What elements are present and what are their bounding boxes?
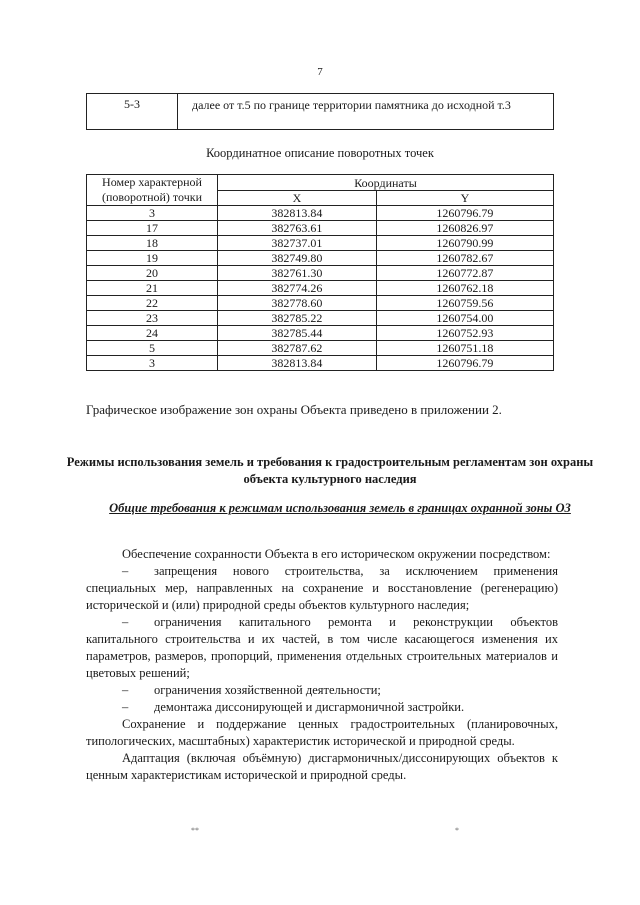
header-y: Y — [376, 191, 553, 206]
coordinates-table — [86, 174, 554, 371]
coord-y: 1260759.56 — [376, 296, 553, 311]
segment-id: 5-3 — [87, 94, 178, 130]
list-item-text: ограничения хозяйственной деятельности; — [154, 683, 381, 697]
point-number: 19 — [87, 251, 218, 266]
section-title: Режимы использования земель и требования к градостроительным регламентам зон охраны объекта культурного наследия — [66, 455, 594, 486]
point-number: 23 — [87, 311, 218, 326]
point-number: 3 — [87, 356, 218, 371]
coord-y: 1260772.87 — [376, 266, 553, 281]
coord-y: 1260796.79 — [376, 206, 553, 221]
dash-marker: – — [122, 683, 129, 697]
table-row — [87, 356, 554, 371]
coord-x: 382737.01 — [218, 236, 377, 251]
list-item-text: запрещения нового строительства, за исключением применения специальных мер, направленных на сохранение и восстановление (регенерацию) исторической и (или) природной среды объектов культурного наследия; — [86, 564, 558, 612]
table-row — [87, 251, 554, 266]
point-number: 5 — [87, 341, 218, 356]
list-item-text: ограничения капитального ремонта и реконструкции объектов капитального строительства и их частей, в том числе касающегося изменения их параметров, размеров, пропорций, применения отдельных строительных материалов и цветовых решений; — [86, 615, 558, 680]
list-item — [86, 563, 558, 614]
body-text — [86, 546, 558, 784]
segment-description: далее от т.5 по границе территории памятника до исходной т.3 — [178, 94, 554, 130]
table-row — [87, 94, 554, 130]
point-number: 18 — [87, 236, 218, 251]
paragraph: Сохранение и поддержание ценных градостроительных (планировочных, типологических, масштабных) характеристик исторической и природной среды. — [86, 717, 558, 748]
coord-x: 382813.84 — [218, 206, 377, 221]
list-item — [86, 682, 558, 699]
coord-y: 1260790.99 — [376, 236, 553, 251]
list-item — [86, 614, 558, 682]
dash-marker: – — [122, 700, 129, 714]
header-x: X — [218, 191, 377, 206]
dash-marker: – — [122, 615, 129, 629]
table-row — [87, 221, 554, 236]
coord-y: 1260796.79 — [376, 356, 553, 371]
coord-y: 1260752.93 — [376, 326, 553, 341]
coord-x: 382785.22 — [218, 311, 377, 326]
coord-y: 1260826.97 — [376, 221, 553, 236]
point-number: 20 — [87, 266, 218, 281]
point-number: 24 — [87, 326, 218, 341]
coord-x: 382785.44 — [218, 326, 377, 341]
coord-x: 382778.60 — [218, 296, 377, 311]
table-row — [87, 341, 554, 356]
list-item — [86, 699, 558, 716]
table-row — [87, 281, 554, 296]
list-item-text: демонтажа диссонирующей и дисгармоничной застройки. — [154, 700, 465, 714]
subsection-title: Общие требования к режимам использования земель в границах охранной зоны ОЗ — [109, 501, 571, 515]
coord-y: 1260762.18 — [376, 281, 553, 296]
dash-marker: – — [122, 564, 129, 578]
table-row — [87, 326, 554, 341]
table-header-row — [87, 175, 554, 191]
table-row — [87, 206, 554, 221]
table-row — [87, 266, 554, 281]
scan-mark-right: * — [455, 826, 459, 835]
coord-x: 382763.61 — [218, 221, 377, 236]
coord-x: 382761.30 — [218, 266, 377, 281]
boundary-table — [86, 93, 554, 130]
coord-x: 382749.80 — [218, 251, 377, 266]
paragraph: Адаптация (включая объёмную) дисгармоничных/диссонирующих объектов к ценным характеристикам исторической и природной среды. — [86, 751, 558, 782]
coord-x: 382787.62 — [218, 341, 377, 356]
table-row — [87, 311, 554, 326]
header-point-number: Номер характерной (поворотной) точки — [87, 175, 218, 206]
point-number: 22 — [87, 296, 218, 311]
scan-mark-left: ** — [191, 826, 199, 835]
coord-y: 1260751.18 — [376, 341, 553, 356]
header-coordinates: Координаты — [218, 175, 554, 191]
table-row — [87, 236, 554, 251]
coordinates-caption: Координатное описание поворотных точек — [206, 146, 434, 160]
coord-x: 382813.84 — [218, 356, 377, 371]
point-number: 21 — [87, 281, 218, 296]
coord-y: 1260782.67 — [376, 251, 553, 266]
coord-x: 382774.26 — [218, 281, 377, 296]
intro-paragraph: Обеспечение сохранности Объекта в его историческом окружении посредством: — [122, 547, 551, 561]
point-number: 17 — [87, 221, 218, 236]
page-number: 7 — [317, 66, 323, 78]
table-row — [87, 296, 554, 311]
graphic-note: Графическое изображение зон охраны Объекта приведено в приложении 2. — [86, 402, 502, 417]
coord-y: 1260754.00 — [376, 311, 553, 326]
point-number: 3 — [87, 206, 218, 221]
